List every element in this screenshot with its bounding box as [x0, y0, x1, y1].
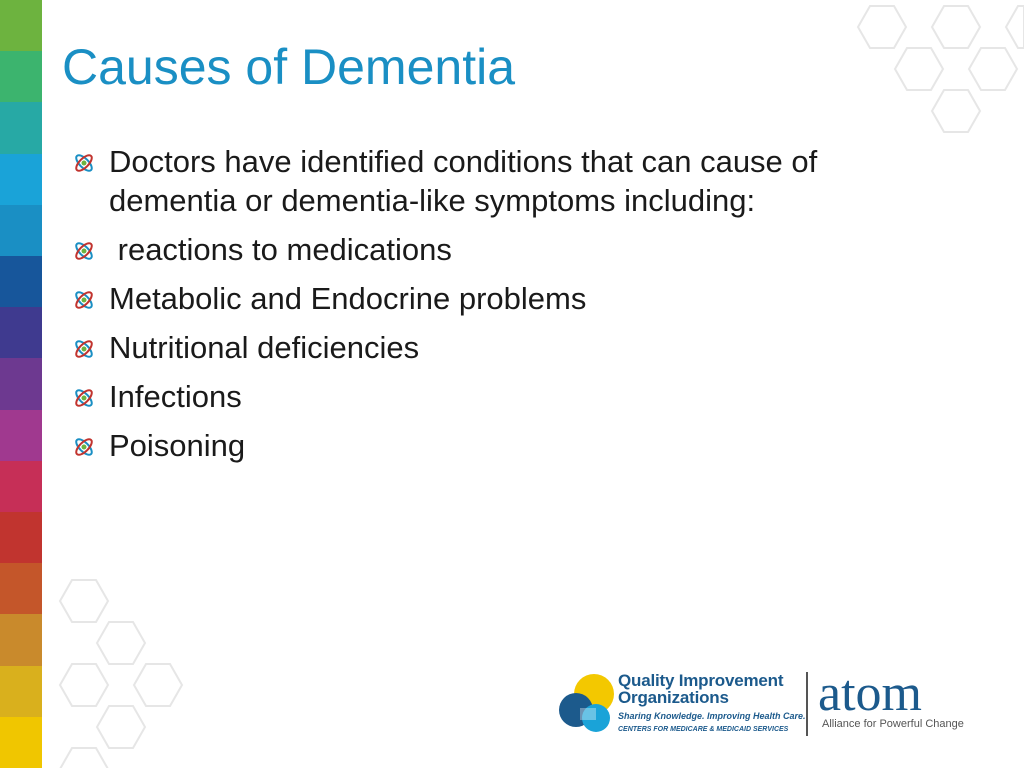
color-stripe-14: [0, 666, 42, 717]
color-stripe-10: [0, 461, 42, 512]
bullet-item: [72, 377, 922, 416]
color-stripe-4: [0, 154, 42, 205]
bullet-item: [72, 328, 922, 367]
atom-bullet-icon: [72, 386, 96, 410]
color-stripe-9: [0, 410, 42, 461]
bullet-item: [72, 426, 922, 465]
bullet-item: [72, 142, 922, 220]
atom-bullet-icon: [72, 151, 96, 175]
atom-logo-wordmark: [818, 664, 990, 720]
color-stripe-15: [0, 717, 42, 768]
atom-bullet-icon: [72, 435, 96, 459]
bullet-text: Nutritional deficiencies: [109, 330, 420, 365]
hexagon-pattern-bottom-left: [42, 570, 192, 768]
bullet-text: Doctors have identified conditions that can cause of dementia or dementia-like symptoms including:: [109, 144, 826, 218]
bullet-text: Infections: [109, 379, 242, 414]
qio-cms-label: CENTERS FOR MEDICARE & MEDICAID SERVICES: [618, 726, 789, 733]
bullet-item: [72, 230, 922, 269]
color-stripe-8: [0, 358, 42, 409]
qio-tagline: Sharing Knowledge. Improving Health Care.: [618, 711, 806, 721]
atom-wordmark-text: atom: [818, 665, 922, 720]
bullet-text: reactions to medications: [109, 232, 452, 267]
qio-logo-title: [618, 672, 783, 706]
bullet-text: Poisoning: [109, 428, 246, 463]
bullet-item: [72, 279, 922, 318]
footer-logos: [556, 665, 996, 740]
hexagon-pattern-top-right: [840, 0, 1024, 140]
bullet-list: [72, 142, 922, 475]
atom-bullet-icon: [72, 337, 96, 361]
color-stripe-3: [0, 102, 42, 153]
color-stripe-6: [0, 256, 42, 307]
bullet-text: Metabolic and Endocrine problems: [109, 281, 587, 316]
color-stripe-7: [0, 307, 42, 358]
logo-divider: [806, 672, 808, 736]
atom-bullet-icon: [72, 239, 96, 263]
color-stripe-1: [0, 0, 42, 51]
color-stripe-12: [0, 563, 42, 614]
color-stripe-bar: [0, 0, 42, 768]
qio-logo-icon: [556, 670, 618, 736]
atom-bullet-icon: [72, 288, 96, 312]
qio-title-line2: Organizations: [618, 688, 729, 707]
qio-title-line1: Quality Improvement: [618, 671, 784, 690]
color-stripe-13: [0, 614, 42, 665]
color-stripe-2: [0, 51, 42, 102]
color-stripe-5: [0, 205, 42, 256]
slide-title: Causes of Dementia: [62, 39, 516, 95]
color-stripe-11: [0, 512, 42, 563]
atom-tagline: Alliance for Powerful Change: [822, 718, 964, 730]
